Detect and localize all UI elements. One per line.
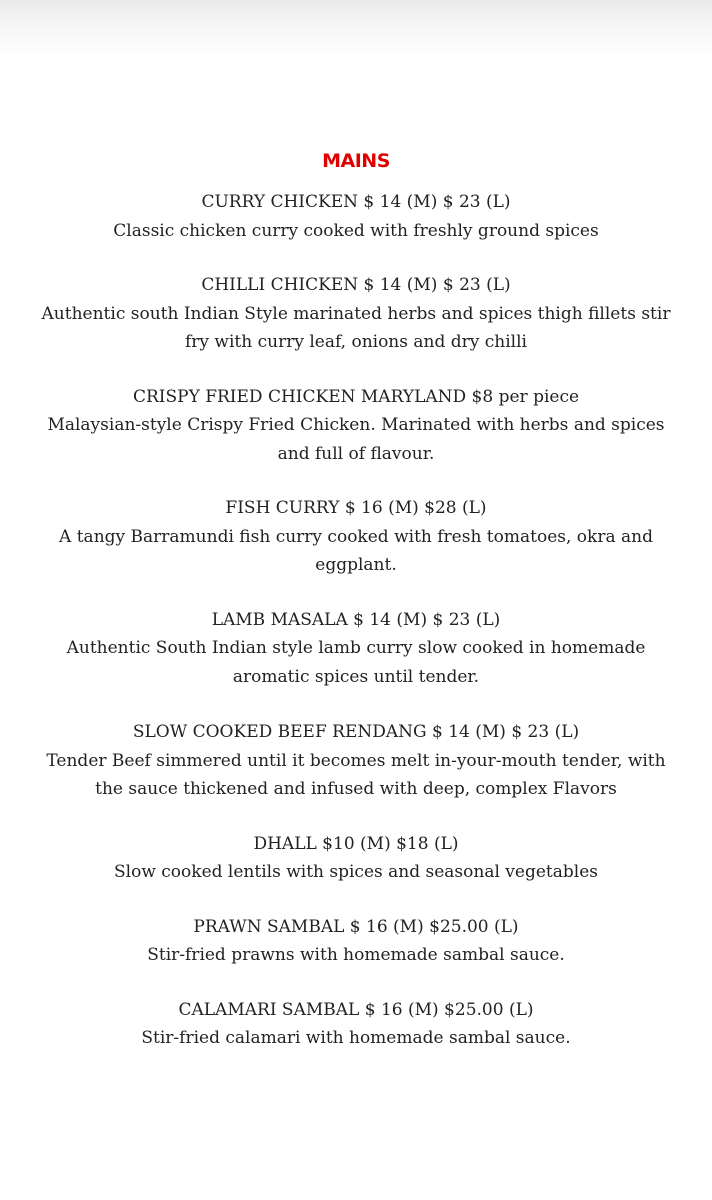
item-name: PRAWN SAMBAL $ 16 (M) $25.00 (L) xyxy=(193,916,519,937)
section-title: MAINS xyxy=(322,150,390,172)
menu-item-dhall xyxy=(36,830,676,887)
item-description: Stir-fried calamari with homemade sambal sauce. xyxy=(141,1028,571,1048)
item-name: CURRY CHICKEN $ 14 (M) $ 23 (L) xyxy=(201,192,511,212)
item-name: DHALL $10 (M) $18 (L) xyxy=(253,833,459,854)
item-description: Authentic South Indian style lamb curry slow cooked in homemade aromatic spices until tender. xyxy=(66,638,646,687)
item-description: Classic chicken curry cooked with freshly ground spices xyxy=(113,220,599,241)
menu-item-fish-curry xyxy=(36,494,676,580)
item-name: CALAMARI SAMBAL $ 16 (M) $25.00 (L) xyxy=(178,999,534,1020)
top-shadow xyxy=(0,0,712,60)
menu-section xyxy=(0,147,712,1053)
menu-item-curry-chicken xyxy=(36,188,676,245)
item-description: Slow cooked lentils with spices and seasonal vegetables xyxy=(114,862,598,882)
item-description: Stir-fried prawns with homemade sambal sauce. xyxy=(147,945,565,965)
item-name: CRISPY FRIED CHICKEN MARYLAND $8 per piece xyxy=(132,386,580,407)
menu-item-beef-rendang xyxy=(36,718,676,804)
item-description: Tender Beef simmered until it becomes melt in-your-mouth tender, with the sauce thickened and infused with deep, complex Flavors xyxy=(46,750,666,799)
item-description: Authentic south Indian Style marinated herbs and spices thigh fillets stir fry with curry leaf, onions and dry chilli xyxy=(41,303,671,352)
item-name: LAMB MASALA $ 14 (M) $ 23 (L) xyxy=(211,609,501,630)
item-name: SLOW COOKED BEEF RENDANG $ 14 (M) $ 23 (L) xyxy=(132,722,580,742)
item-description: A tangy Barramundi fish curry cooked with fresh tomatoes, okra and eggplant. xyxy=(59,526,653,575)
menu-item-chilli-chicken xyxy=(36,271,676,357)
item-name: CHILLI CHICKEN $ 14 (M) $ 23 (L) xyxy=(201,275,511,295)
menu-item-calamari-sambal xyxy=(36,996,676,1053)
menu-item-crispy-fried-chicken xyxy=(36,383,676,469)
menu-item-prawn-sambal xyxy=(36,913,676,970)
menu-item-lamb-masala xyxy=(36,606,676,692)
item-description: Malaysian-style Crispy Fried Chicken. Marinated with herbs and spices and full of flavour. xyxy=(47,415,665,464)
item-name: FISH CURRY $ 16 (M) $28 (L) xyxy=(225,498,487,518)
